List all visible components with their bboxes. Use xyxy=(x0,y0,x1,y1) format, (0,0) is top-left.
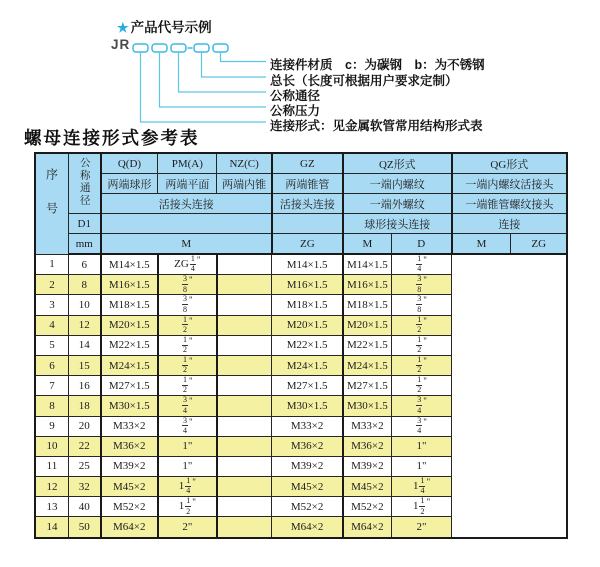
header-qg-row3: 一端锥管螺纹接头 xyxy=(452,194,567,214)
header-qg-sub: 一端内螺纹活接头 xyxy=(452,174,567,194)
cell-qg-m: M64×2 xyxy=(343,517,391,538)
cell-no: 4 xyxy=(35,315,68,335)
header-col-q: Q(D) xyxy=(101,153,158,174)
cell-qg-m: M24×1.5 xyxy=(343,355,391,375)
cell-qz-m xyxy=(217,275,272,295)
table-row xyxy=(35,396,567,416)
cell-gz: $\frac{3}{8}$ " xyxy=(158,295,217,315)
cell-no: 8 xyxy=(35,396,68,416)
cell-qg-zg: 1 $\frac{1}{4}$ " xyxy=(391,477,451,497)
table-title: 螺母连接形式参考表 xyxy=(24,128,200,148)
cell-qg-m: M20×1.5 xyxy=(343,315,391,335)
cell-gz: $\frac{3}{4}$ " xyxy=(158,396,217,416)
header-d1: D1 xyxy=(68,214,100,234)
cell-qg-zg: 1" xyxy=(391,436,451,456)
cell-gz: 1 $\frac{1}{4}$ " xyxy=(158,477,217,497)
table-row xyxy=(35,295,567,315)
cell-qg-m: M14×1.5 xyxy=(343,254,391,275)
cell-qz-m xyxy=(217,295,272,315)
cell-qg-m: M22×1.5 xyxy=(343,335,391,355)
cell-dn: 20 xyxy=(68,416,100,436)
header-qg-m: M xyxy=(452,234,511,255)
cell-qg-zg: $\frac{1}{2}$ " xyxy=(391,335,451,355)
cell-dn: 32 xyxy=(68,477,100,497)
cell-m: M22×1.5 xyxy=(101,335,158,355)
cell-dn: 6 xyxy=(68,254,100,275)
cell-qz-d: M18×1.5 xyxy=(272,295,343,315)
cell-qg-m: M39×2 xyxy=(343,456,391,476)
cell-qg-m: M36×2 xyxy=(343,436,391,456)
code-box xyxy=(194,44,209,52)
code-box xyxy=(213,44,228,52)
cell-gz: $\frac{3}{4}$ " xyxy=(158,416,217,436)
leader-label-length: 总长（长度可根据用户要求定制） xyxy=(270,73,458,88)
table-row xyxy=(35,335,567,355)
cell-qz-m xyxy=(217,517,272,538)
cell-no: 6 xyxy=(35,355,68,375)
cell-qg-m: M33×2 xyxy=(343,416,391,436)
cell-m: M52×2 xyxy=(101,497,158,517)
leader-label-pressure: 公称压力 xyxy=(270,103,321,118)
header-pm-sub: 两端平面 xyxy=(158,174,217,194)
cell-dn: 14 xyxy=(68,335,100,355)
header-gz-row3: 活接头连接 xyxy=(272,194,343,214)
cell-qz-d: M45×2 xyxy=(272,477,343,497)
cell-gz: ZG $\frac{1}{4}$ " xyxy=(158,254,217,275)
header-nz-sub: 两端内锥 xyxy=(217,174,272,194)
cell-dn: 12 xyxy=(68,315,100,335)
leader-label-material: 连接件材质 c：为碳钢 b：为不锈钢 xyxy=(270,58,485,72)
cell-qz-m xyxy=(217,315,272,335)
leader-label-diameter: 公称通径 xyxy=(270,88,321,103)
diagram-heading-text: 产品代号示例 xyxy=(130,20,212,35)
cell-no: 11 xyxy=(35,456,68,476)
cell-gz: 1 $\frac{1}{2}$ " xyxy=(158,497,217,517)
cell-m: M24×1.5 xyxy=(101,355,158,375)
cell-no: 3 xyxy=(35,295,68,315)
cell-m: M14×1.5 xyxy=(101,254,158,275)
header-union-joint: 活接头连接 xyxy=(101,194,272,214)
header-m-span: M xyxy=(101,234,272,255)
table-row xyxy=(35,275,567,295)
header-dn: 公称通径 xyxy=(68,153,100,214)
header-qz-m: M xyxy=(343,234,391,255)
cell-m: M18×1.5 xyxy=(101,295,158,315)
cell-qg-m: M52×2 xyxy=(343,497,391,517)
table-row xyxy=(35,517,567,538)
table-row xyxy=(35,355,567,375)
cell-no: 14 xyxy=(35,517,68,538)
cell-no: 1 xyxy=(35,254,68,275)
cell-gz: $\frac{3}{8}$ " xyxy=(158,275,217,295)
cell-gz: $\frac{1}{2}$ " xyxy=(158,355,217,375)
cell-qz-d: M20×1.5 xyxy=(272,315,343,335)
cell-qg-m: M30×1.5 xyxy=(343,396,391,416)
cell-qg-zg: $\frac{1}{2}$ " xyxy=(391,376,451,396)
cell-qg-zg: 1 $\frac{1}{2}$ " xyxy=(391,497,451,517)
cell-qz-d: M27×1.5 xyxy=(272,376,343,396)
cell-dn: 16 xyxy=(68,376,100,396)
cell-qz-d: M39×2 xyxy=(272,456,343,476)
cell-qz-m xyxy=(217,436,272,456)
cell-qz-d: M52×2 xyxy=(272,497,343,517)
header-qz-sub: 一端内螺纹 xyxy=(343,174,452,194)
cell-dn: 22 xyxy=(68,436,100,456)
table-row xyxy=(35,497,567,517)
cell-no: 10 xyxy=(35,436,68,456)
cell-qz-d: M36×2 xyxy=(272,436,343,456)
table-row xyxy=(35,416,567,436)
header-col-nz: NZ(C) xyxy=(217,153,272,174)
cell-qg-zg: 2" xyxy=(391,517,451,538)
header-empty-cell xyxy=(272,214,343,234)
header-mm: mm xyxy=(68,234,100,255)
cell-no: 12 xyxy=(35,477,68,497)
cell-m: M45×2 xyxy=(101,477,158,497)
header-qg-row4: 连接 xyxy=(452,214,567,234)
cell-qz-d: M24×1.5 xyxy=(272,355,343,375)
header-qz-row3: 一端外螺纹 xyxy=(343,194,452,214)
cell-qz-m xyxy=(217,456,272,476)
header-gz-sub: 两端锥管 xyxy=(272,174,343,194)
cell-m: M30×1.5 xyxy=(101,396,158,416)
header-qz-row4: 球形接头连接 xyxy=(343,214,452,234)
cell-qz-m xyxy=(217,355,272,375)
header-q-sub: 两端球形 xyxy=(101,174,158,194)
cell-qg-zg: $\frac{1}{2}$ " xyxy=(391,355,451,375)
cell-qz-m xyxy=(217,254,272,275)
code-prefix: JR xyxy=(111,37,131,52)
cell-qg-zg: $\frac{3}{4}$ " xyxy=(391,416,451,436)
cell-qz-m xyxy=(217,376,272,396)
cell-m: M33×2 xyxy=(101,416,158,436)
header-col-gz: GZ xyxy=(272,153,343,174)
cell-m: M64×2 xyxy=(101,517,158,538)
cell-gz: 1" xyxy=(158,456,217,476)
cell-qg-zg: $\frac{3}{8}$ " xyxy=(391,275,451,295)
cell-dn: 50 xyxy=(68,517,100,538)
cell-qz-d: M22×1.5 xyxy=(272,335,343,355)
leader-label-connection: 连接形式：见金属软管常用结构形式表 xyxy=(270,118,483,133)
cell-qz-m xyxy=(217,396,272,416)
cell-qz-m xyxy=(217,477,272,497)
cell-no: 5 xyxy=(35,335,68,355)
cell-qg-zg: $\frac{1}{2}$ " xyxy=(391,315,451,335)
cell-dn: 10 xyxy=(68,295,100,315)
diagram-heading xyxy=(117,16,212,36)
table-row xyxy=(35,376,567,396)
table-row xyxy=(35,436,567,456)
cell-m: M39×2 xyxy=(101,456,158,476)
header-zg-gz: ZG xyxy=(272,234,343,255)
cell-qg-m: M27×1.5 xyxy=(343,376,391,396)
cell-qg-zg: 1" xyxy=(391,456,451,476)
cell-no: 9 xyxy=(35,416,68,436)
code-box xyxy=(171,44,186,52)
cell-qz-d: M14×1.5 xyxy=(272,254,343,275)
header-seq: 序号 xyxy=(35,153,68,254)
cell-gz: 2" xyxy=(158,517,217,538)
reference-table xyxy=(34,152,568,539)
star-icon: ★ xyxy=(117,20,129,35)
table-row xyxy=(35,456,567,476)
cell-qz-d: M30×1.5 xyxy=(272,396,343,416)
cell-no: 2 xyxy=(35,275,68,295)
cell-gz: 1" xyxy=(158,436,217,456)
cell-qg-m: M45×2 xyxy=(343,477,391,497)
cell-qz-d: M16×1.5 xyxy=(272,275,343,295)
header-col-qg: QG形式 xyxy=(452,153,567,174)
cell-gz: $\frac{1}{2}$ " xyxy=(158,335,217,355)
cell-qz-m xyxy=(217,416,272,436)
cell-qg-m: M18×1.5 xyxy=(343,295,391,315)
header-col-qz: QZ形式 xyxy=(343,153,452,174)
code-box xyxy=(133,44,148,52)
cell-qz-d: M33×2 xyxy=(272,416,343,436)
cell-dn: 15 xyxy=(68,355,100,375)
cell-dn: 25 xyxy=(68,456,100,476)
cell-no: 7 xyxy=(35,376,68,396)
cell-qz-d: M64×2 xyxy=(272,517,343,538)
cell-qz-m xyxy=(217,497,272,517)
code-box xyxy=(152,44,167,52)
cell-m: M16×1.5 xyxy=(101,275,158,295)
cell-no: 13 xyxy=(35,497,68,517)
cell-gz: $\frac{1}{2}$ " xyxy=(158,376,217,396)
table-row xyxy=(35,315,567,335)
cell-m: M27×1.5 xyxy=(101,376,158,396)
cell-qg-m: M16×1.5 xyxy=(343,275,391,295)
cell-dn: 40 xyxy=(68,497,100,517)
cell-qg-zg: $\frac{3}{8}$ " xyxy=(391,295,451,315)
cell-m: M20×1.5 xyxy=(101,315,158,335)
cell-gz: $\frac{1}{2}$ " xyxy=(158,315,217,335)
table-row xyxy=(35,477,567,497)
header-qg-zg: ZG xyxy=(511,234,567,255)
cell-dn: 18 xyxy=(68,396,100,416)
cell-qg-zg: $\frac{3}{4}$ " xyxy=(391,396,451,416)
cell-m: M36×2 xyxy=(101,436,158,456)
header-col-pm: PM(A) xyxy=(158,153,217,174)
cell-dn: 8 xyxy=(68,275,100,295)
header-qz-d: D xyxy=(391,234,451,255)
cell-qz-m xyxy=(217,335,272,355)
table-body xyxy=(35,254,567,538)
table-row xyxy=(35,254,567,275)
header-empty-cell xyxy=(101,214,272,234)
cell-qg-zg: $\frac{1}{4}$ " xyxy=(391,254,451,275)
